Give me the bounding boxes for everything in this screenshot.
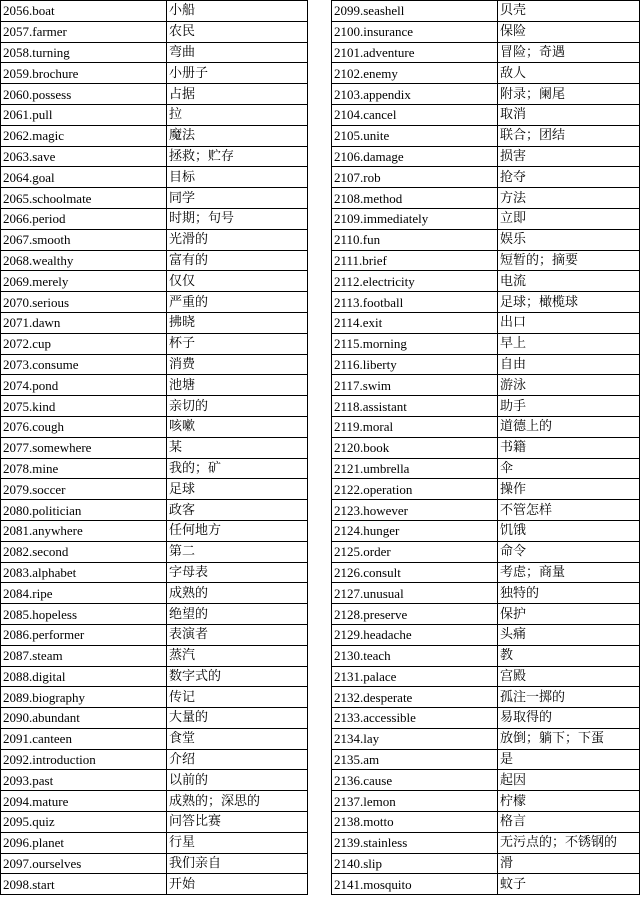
vocab-term: 2077.somewhere — [1, 437, 167, 458]
vocab-term: 2135.am — [332, 749, 498, 770]
vocab-term: 2078.mine — [1, 458, 167, 479]
vocab-row — [332, 292, 640, 313]
vocab-term: 2097.ourselves — [1, 853, 167, 874]
vocab-meaning: 取消 — [498, 104, 640, 125]
vocab-term: 2070.serious — [1, 292, 167, 313]
vocab-meaning: 起因 — [498, 770, 640, 791]
vocab-term: 2140.slip — [332, 853, 498, 874]
vocab-row — [332, 229, 640, 250]
vocab-table-right — [331, 0, 640, 895]
vocab-term: 2069.merely — [1, 271, 167, 292]
vocab-term: 2133.accessible — [332, 708, 498, 729]
vocab-row — [1, 853, 308, 874]
vocab-term: 2094.mature — [1, 791, 167, 812]
vocab-term: 2139.stainless — [332, 832, 498, 853]
vocab-meaning: 贝壳 — [498, 1, 640, 22]
vocab-row — [332, 500, 640, 521]
vocab-row — [1, 167, 308, 188]
vocab-term: 2110.fun — [332, 229, 498, 250]
vocab-row — [1, 604, 308, 625]
vocab-term: 2123.however — [332, 500, 498, 521]
vocab-row — [1, 812, 308, 833]
vocab-meaning: 魔法 — [167, 125, 308, 146]
vocab-meaning: 早上 — [498, 333, 640, 354]
vocab-term: 2082.second — [1, 541, 167, 562]
vocab-meaning: 柠檬 — [498, 791, 640, 812]
vocab-term: 2066.period — [1, 208, 167, 229]
vocab-meaning: 孤注一掷的 — [498, 687, 640, 708]
vocab-meaning: 保险 — [498, 21, 640, 42]
vocab-meaning: 第二 — [167, 541, 308, 562]
vocab-term: 2098.start — [1, 874, 167, 895]
vocab-meaning: 独特的 — [498, 583, 640, 604]
vocab-term: 2080.politician — [1, 500, 167, 521]
vocab-row — [1, 541, 308, 562]
vocab-row — [332, 520, 640, 541]
vocab-term: 2127.unusual — [332, 583, 498, 604]
vocab-row — [1, 271, 308, 292]
vocab-meaning: 大量的 — [167, 708, 308, 729]
vocab-row — [1, 396, 308, 417]
vocab-row — [1, 312, 308, 333]
vocab-term: 2068.wealthy — [1, 250, 167, 271]
vocab-meaning: 命令 — [498, 541, 640, 562]
vocab-meaning: 开始 — [167, 874, 308, 895]
vocab-row — [332, 770, 640, 791]
vocab-row — [332, 396, 640, 417]
vocab-row — [1, 416, 308, 437]
vocab-meaning: 游泳 — [498, 375, 640, 396]
vocab-meaning: 电流 — [498, 271, 640, 292]
vocab-row — [332, 832, 640, 853]
vocab-row — [1, 63, 308, 84]
vocab-term: 2112.electricity — [332, 271, 498, 292]
vocab-row — [332, 188, 640, 209]
vocab-term: 2128.preserve — [332, 604, 498, 625]
vocab-term: 2119.moral — [332, 416, 498, 437]
vocab-term: 2126.consult — [332, 562, 498, 583]
vocab-row — [1, 104, 308, 125]
vocab-row — [332, 437, 640, 458]
vocab-row — [1, 250, 308, 271]
vocab-meaning: 某 — [167, 437, 308, 458]
vocab-meaning: 保护 — [498, 604, 640, 625]
vocab-term: 2075.kind — [1, 396, 167, 417]
vocab-row — [332, 458, 640, 479]
vocab-term: 2076.cough — [1, 416, 167, 437]
vocab-meaning: 拂晓 — [167, 312, 308, 333]
vocab-meaning: 敌人 — [498, 63, 640, 84]
vocab-meaning: 介绍 — [167, 749, 308, 770]
vocab-row — [332, 728, 640, 749]
vocab-meaning: 小船 — [167, 1, 308, 22]
vocab-meaning: 池塘 — [167, 375, 308, 396]
vocab-term: 2117.swim — [332, 375, 498, 396]
vocab-row — [332, 271, 640, 292]
vocab-meaning: 消费 — [167, 354, 308, 375]
vocab-term: 2086.performer — [1, 624, 167, 645]
vocab-meaning: 宫殿 — [498, 666, 640, 687]
vocab-meaning: 同学 — [167, 188, 308, 209]
vocab-table-left-body — [1, 1, 308, 895]
vocab-row — [332, 604, 640, 625]
vocab-term: 2132.desperate — [332, 687, 498, 708]
vocab-meaning: 蒸汽 — [167, 645, 308, 666]
vocab-row — [332, 624, 640, 645]
vocab-meaning: 格言 — [498, 812, 640, 833]
vocab-meaning: 绝望的 — [167, 604, 308, 625]
vocab-term: 2096.planet — [1, 832, 167, 853]
vocab-term: 2058.turning — [1, 42, 167, 63]
vocab-meaning: 以前的 — [167, 770, 308, 791]
vocab-term: 2061.pull — [1, 104, 167, 125]
vocab-term: 2084.ripe — [1, 583, 167, 604]
vocab-term: 2087.steam — [1, 645, 167, 666]
vocab-meaning: 小册子 — [167, 63, 308, 84]
vocab-meaning: 娱乐 — [498, 229, 640, 250]
vocab-term: 2136.cause — [332, 770, 498, 791]
vocab-term: 2106.damage — [332, 146, 498, 167]
vocab-row — [1, 42, 308, 63]
vocab-row — [1, 728, 308, 749]
vocab-row — [1, 458, 308, 479]
vocab-meaning: 伞 — [498, 458, 640, 479]
vocab-row — [332, 146, 640, 167]
vocab-term: 2105.unite — [332, 125, 498, 146]
vocab-meaning: 政客 — [167, 500, 308, 521]
vocab-row — [1, 687, 308, 708]
vocab-term: 2090.abundant — [1, 708, 167, 729]
vocab-meaning: 我们亲自 — [167, 853, 308, 874]
vocab-meaning: 操作 — [498, 479, 640, 500]
vocab-row — [332, 562, 640, 583]
vocab-row — [1, 437, 308, 458]
vocab-row — [332, 208, 640, 229]
vocab-term: 2122.operation — [332, 479, 498, 500]
vocab-meaning: 足球；橄榄球 — [498, 292, 640, 313]
vocab-term: 2108.method — [332, 188, 498, 209]
vocab-term: 2099.seashell — [332, 1, 498, 22]
vocab-row — [1, 624, 308, 645]
vocab-meaning: 立即 — [498, 208, 640, 229]
vocab-meaning: 损害 — [498, 146, 640, 167]
vocab-term: 2120.book — [332, 437, 498, 458]
vocab-meaning: 字母表 — [167, 562, 308, 583]
vocab-row — [332, 791, 640, 812]
vocab-term: 2060.possess — [1, 84, 167, 105]
vocab-row — [332, 541, 640, 562]
vocab-meaning: 杯子 — [167, 333, 308, 354]
vocab-row — [1, 749, 308, 770]
vocab-term: 2081.anywhere — [1, 520, 167, 541]
vocab-meaning: 严重的 — [167, 292, 308, 313]
vocab-term: 2083.alphabet — [1, 562, 167, 583]
vocab-row — [332, 125, 640, 146]
vocab-row — [1, 146, 308, 167]
vocab-row — [1, 645, 308, 666]
vocab-meaning: 问答比赛 — [167, 812, 308, 833]
vocab-row — [332, 167, 640, 188]
vocab-meaning: 短暂的；摘要 — [498, 250, 640, 271]
vocab-term: 2062.magic — [1, 125, 167, 146]
vocab-meaning: 仅仅 — [167, 271, 308, 292]
vocab-meaning: 方法 — [498, 188, 640, 209]
vocab-term: 2064.goal — [1, 167, 167, 188]
vocab-meaning: 出口 — [498, 312, 640, 333]
vocab-term: 2103.appendix — [332, 84, 498, 105]
vocab-row — [332, 21, 640, 42]
vocab-meaning: 是 — [498, 749, 640, 770]
vocab-term: 2131.palace — [332, 666, 498, 687]
vocab-term: 2089.biography — [1, 687, 167, 708]
vocab-row — [1, 229, 308, 250]
vocab-meaning: 道德上的 — [498, 416, 640, 437]
vocab-row — [332, 84, 640, 105]
vocab-meaning: 光滑的 — [167, 229, 308, 250]
vocab-meaning: 表演者 — [167, 624, 308, 645]
vocab-term: 2137.lemon — [332, 791, 498, 812]
vocab-row — [1, 333, 308, 354]
vocab-term: 2093.past — [1, 770, 167, 791]
vocab-row — [332, 42, 640, 63]
vocab-term: 2056.boat — [1, 1, 167, 22]
vocab-row — [1, 354, 308, 375]
vocab-row — [332, 874, 640, 895]
vocab-term: 2057.farmer — [1, 21, 167, 42]
vocab-meaning: 饥饿 — [498, 520, 640, 541]
vocab-row — [332, 250, 640, 271]
vocab-row — [332, 333, 640, 354]
vocab-table-left — [0, 0, 308, 895]
vocab-row — [332, 354, 640, 375]
vocab-meaning: 咳嗽 — [167, 416, 308, 437]
vocab-row — [1, 791, 308, 812]
vocab-meaning: 易取得的 — [498, 708, 640, 729]
vocab-row — [332, 63, 640, 84]
vocab-meaning: 拯救；贮存 — [167, 146, 308, 167]
vocab-meaning: 食堂 — [167, 728, 308, 749]
vocab-meaning: 冒险；奇遇 — [498, 42, 640, 63]
vocab-row — [332, 749, 640, 770]
vocab-row — [332, 708, 640, 729]
vocab-row — [332, 104, 640, 125]
vocab-meaning: 联合；团结 — [498, 125, 640, 146]
vocab-term: 2092.introduction — [1, 749, 167, 770]
vocab-row — [1, 208, 308, 229]
vocab-row — [1, 832, 308, 853]
vocab-meaning: 考虑；商量 — [498, 562, 640, 583]
vocab-term: 2129.headache — [332, 624, 498, 645]
vocab-row — [332, 375, 640, 396]
vocab-term: 2095.quiz — [1, 812, 167, 833]
vocab-row — [332, 645, 640, 666]
vocab-row — [1, 375, 308, 396]
vocab-term: 2116.liberty — [332, 354, 498, 375]
vocab-meaning: 助手 — [498, 396, 640, 417]
vocab-meaning: 成熟的 — [167, 583, 308, 604]
vocab-row — [1, 84, 308, 105]
vocab-term: 2115.morning — [332, 333, 498, 354]
vocab-term: 2125.order — [332, 541, 498, 562]
vocab-meaning: 抢夺 — [498, 167, 640, 188]
vocab-row — [332, 312, 640, 333]
vocab-term: 2111.brief — [332, 250, 498, 271]
vocab-row — [1, 770, 308, 791]
vocab-term: 2118.assistant — [332, 396, 498, 417]
vocab-term: 2102.enemy — [332, 63, 498, 84]
vocab-term: 2134.lay — [332, 728, 498, 749]
vocab-meaning: 蚊子 — [498, 874, 640, 895]
vocab-meaning: 书籍 — [498, 437, 640, 458]
vocab-term: 2100.insurance — [332, 21, 498, 42]
vocab-row — [1, 520, 308, 541]
vocab-meaning: 不管怎样 — [498, 500, 640, 521]
vocab-meaning: 成熟的；深思的 — [167, 791, 308, 812]
vocab-meaning: 目标 — [167, 167, 308, 188]
vocab-term: 2107.rob — [332, 167, 498, 188]
vocab-term: 2072.cup — [1, 333, 167, 354]
vocab-term: 2063.save — [1, 146, 167, 167]
vocab-meaning: 农民 — [167, 21, 308, 42]
vocab-meaning: 时期；句号 — [167, 208, 308, 229]
vocab-meaning: 富有的 — [167, 250, 308, 271]
vocab-meaning: 头痛 — [498, 624, 640, 645]
vocab-term: 2101.adventure — [332, 42, 498, 63]
vocab-meaning: 自由 — [498, 354, 640, 375]
vocab-row — [1, 1, 308, 22]
vocab-meaning: 无污点的；不锈钢的 — [498, 832, 640, 853]
vocab-row — [1, 562, 308, 583]
vocab-term: 2074.pond — [1, 375, 167, 396]
vocab-row — [1, 708, 308, 729]
vocab-term: 2141.mosquito — [332, 874, 498, 895]
vocab-term: 2130.teach — [332, 645, 498, 666]
vocab-row — [1, 188, 308, 209]
vocab-term: 2091.canteen — [1, 728, 167, 749]
vocab-meaning: 占据 — [167, 84, 308, 105]
vocab-term: 2079.soccer — [1, 479, 167, 500]
vocab-row — [1, 125, 308, 146]
vocab-term: 2071.dawn — [1, 312, 167, 333]
vocab-row — [332, 666, 640, 687]
vocab-row — [1, 666, 308, 687]
vocab-term: 2138.motto — [332, 812, 498, 833]
vocab-meaning: 足球 — [167, 479, 308, 500]
vocab-meaning: 任何地方 — [167, 520, 308, 541]
vocab-row — [332, 583, 640, 604]
vocab-row — [332, 812, 640, 833]
vocab-term: 2113.football — [332, 292, 498, 313]
vocab-meaning: 亲切的 — [167, 396, 308, 417]
vocab-row — [332, 853, 640, 874]
vocab-term: 2114.exit — [332, 312, 498, 333]
vocab-row — [1, 500, 308, 521]
vocab-meaning: 拉 — [167, 104, 308, 125]
vocab-meaning: 教 — [498, 645, 640, 666]
vocab-term: 2067.smooth — [1, 229, 167, 250]
vocab-meaning: 放倒；躺下；下蛋 — [498, 728, 640, 749]
vocab-row — [1, 874, 308, 895]
vocab-term: 2059.brochure — [1, 63, 167, 84]
vocab-row — [332, 416, 640, 437]
vocab-term: 2124.hunger — [332, 520, 498, 541]
vocab-term: 2085.hopeless — [1, 604, 167, 625]
vocab-meaning: 弯曲 — [167, 42, 308, 63]
vocab-meaning: 行星 — [167, 832, 308, 853]
vocab-meaning: 附录；阑尾 — [498, 84, 640, 105]
vocab-meaning: 数字式的 — [167, 666, 308, 687]
vocab-row — [332, 479, 640, 500]
vocab-meaning: 滑 — [498, 853, 640, 874]
vocab-row — [332, 687, 640, 708]
vocab-term: 2104.cancel — [332, 104, 498, 125]
vocab-row — [1, 583, 308, 604]
vocab-row — [1, 21, 308, 42]
vocab-row — [1, 292, 308, 313]
vocab-term: 2088.digital — [1, 666, 167, 687]
vocab-term: 2073.consume — [1, 354, 167, 375]
vocab-meaning: 传记 — [167, 687, 308, 708]
vocab-row — [1, 479, 308, 500]
vocab-term: 2109.immediately — [332, 208, 498, 229]
vocab-term: 2065.schoolmate — [1, 188, 167, 209]
vocab-term: 2121.umbrella — [332, 458, 498, 479]
vocab-table-right-body — [332, 1, 640, 895]
vocab-row — [332, 1, 640, 22]
vocab-meaning: 我的；矿 — [167, 458, 308, 479]
